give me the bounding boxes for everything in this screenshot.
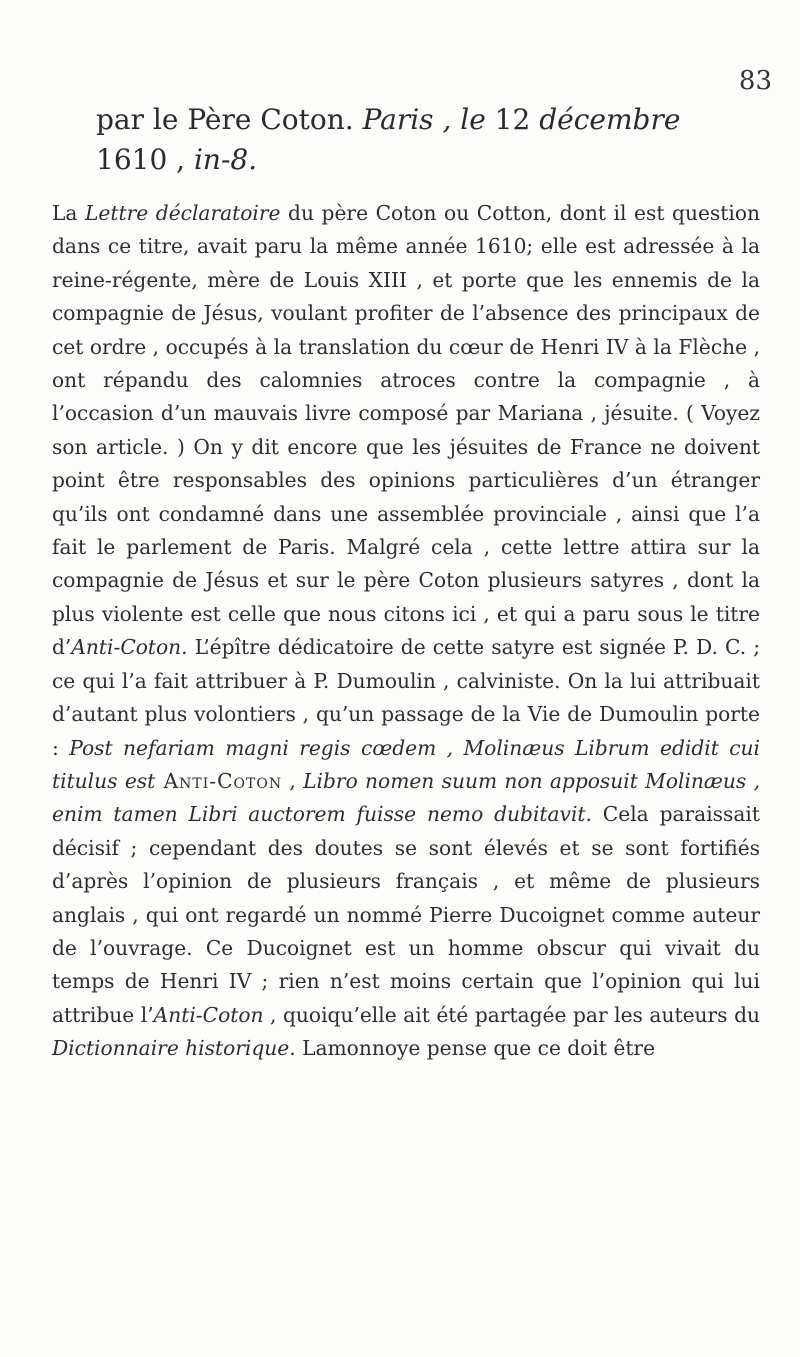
- heading-day: 12: [485, 103, 540, 136]
- body-text-segment: Lamonnoye pense que ce doit être: [295, 1036, 656, 1061]
- heading-month: décembre: [539, 103, 681, 136]
- body-latin-quote: Libro nomen suum non apposuit Molinæus , enim tamen Libri auctorem fuisse nemo dubitavit.: [52, 768, 760, 827]
- heading-format: in-8.: [193, 143, 258, 176]
- heading-place-date: Paris , le: [362, 103, 486, 136]
- body-text-segment: ,: [282, 768, 304, 793]
- body-latin-quote: Post nefariam magni regis cœdem , Molinæus Librum edidit cui titulus est: [52, 735, 761, 793]
- body-text-segment: du père Coton ou Cotton, dont il est question dans ce titre, avait paru la même année 1610; elle est adressée à la reine-régente, mère de Louis XIII , et porte que les ennemis de la compagnie de Jésus, voulant profiter de l’absence des principaux de cet ordre , occupés à la translation du cœur de Henri IV à la Flèche , ont répandu des calomnies atroces contre la compagnie , à l’occasion d’un mauvais livre composé par Mariana , jésuite. ( Voyez son article. ) On y dit encore que les jésuites de France ne doivent point être responsables des opinions particulières d’un étranger qu’ils ont condamné dans une assemblée provinciale , ainsi que l’a fait le parlement de Paris. Malgré cela , cette lettre attira sur la compagnie de Jésus et sur le père Coton plusieurs satyres , dont la plus violente est celle que nous citons ici , et qui a paru sous le titre d’: [52, 201, 761, 660]
- body-paragraph: [52, 197, 760, 1066]
- body-text-segment: L’épître dédicatoire de cette satyre est signée P. D. C. ; ce qui l’a fait attribuer à P. Dumoulin , calviniste. On la lui attribuait d’autant plus volontiers , qu’un passage de la Vie de Dumoulin porte :: [52, 635, 760, 760]
- heading-year: 1610 ,: [96, 143, 194, 176]
- body-text-segment: , quoiqu’elle ait été partagée par les auteurs du: [263, 1002, 760, 1027]
- body-smallcaps-title: Anti-Coton: [155, 768, 283, 793]
- body-text-segment: Cela paraissait décisif ; cependant des doutes se sont élevés et se sont fortifiés d’après l’opinion de plusieurs français , et même de plusieurs anglais , qui ont regardé un nommé Pierre Ducoignet comme auteur de l’ouvrage. Ce Ducoignet est un homme obscur qui vivait du temps de Henri IV ; rien n’est moins certain que l’opinion qui lui attribue l’: [52, 802, 760, 1027]
- entry-heading: [96, 100, 746, 180]
- body-italic-title: Lettre déclaratoire: [85, 201, 281, 225]
- page-number: 83: [738, 66, 772, 96]
- body-italic-title: Anti-Coton.: [71, 635, 188, 660]
- body-text-segment: La: [52, 201, 86, 225]
- body-italic-title: Dictionnaire historique.: [52, 1036, 296, 1061]
- heading-author: par le Père Coton.: [96, 103, 363, 136]
- body-italic-title: Anti-Coton: [153, 1002, 264, 1027]
